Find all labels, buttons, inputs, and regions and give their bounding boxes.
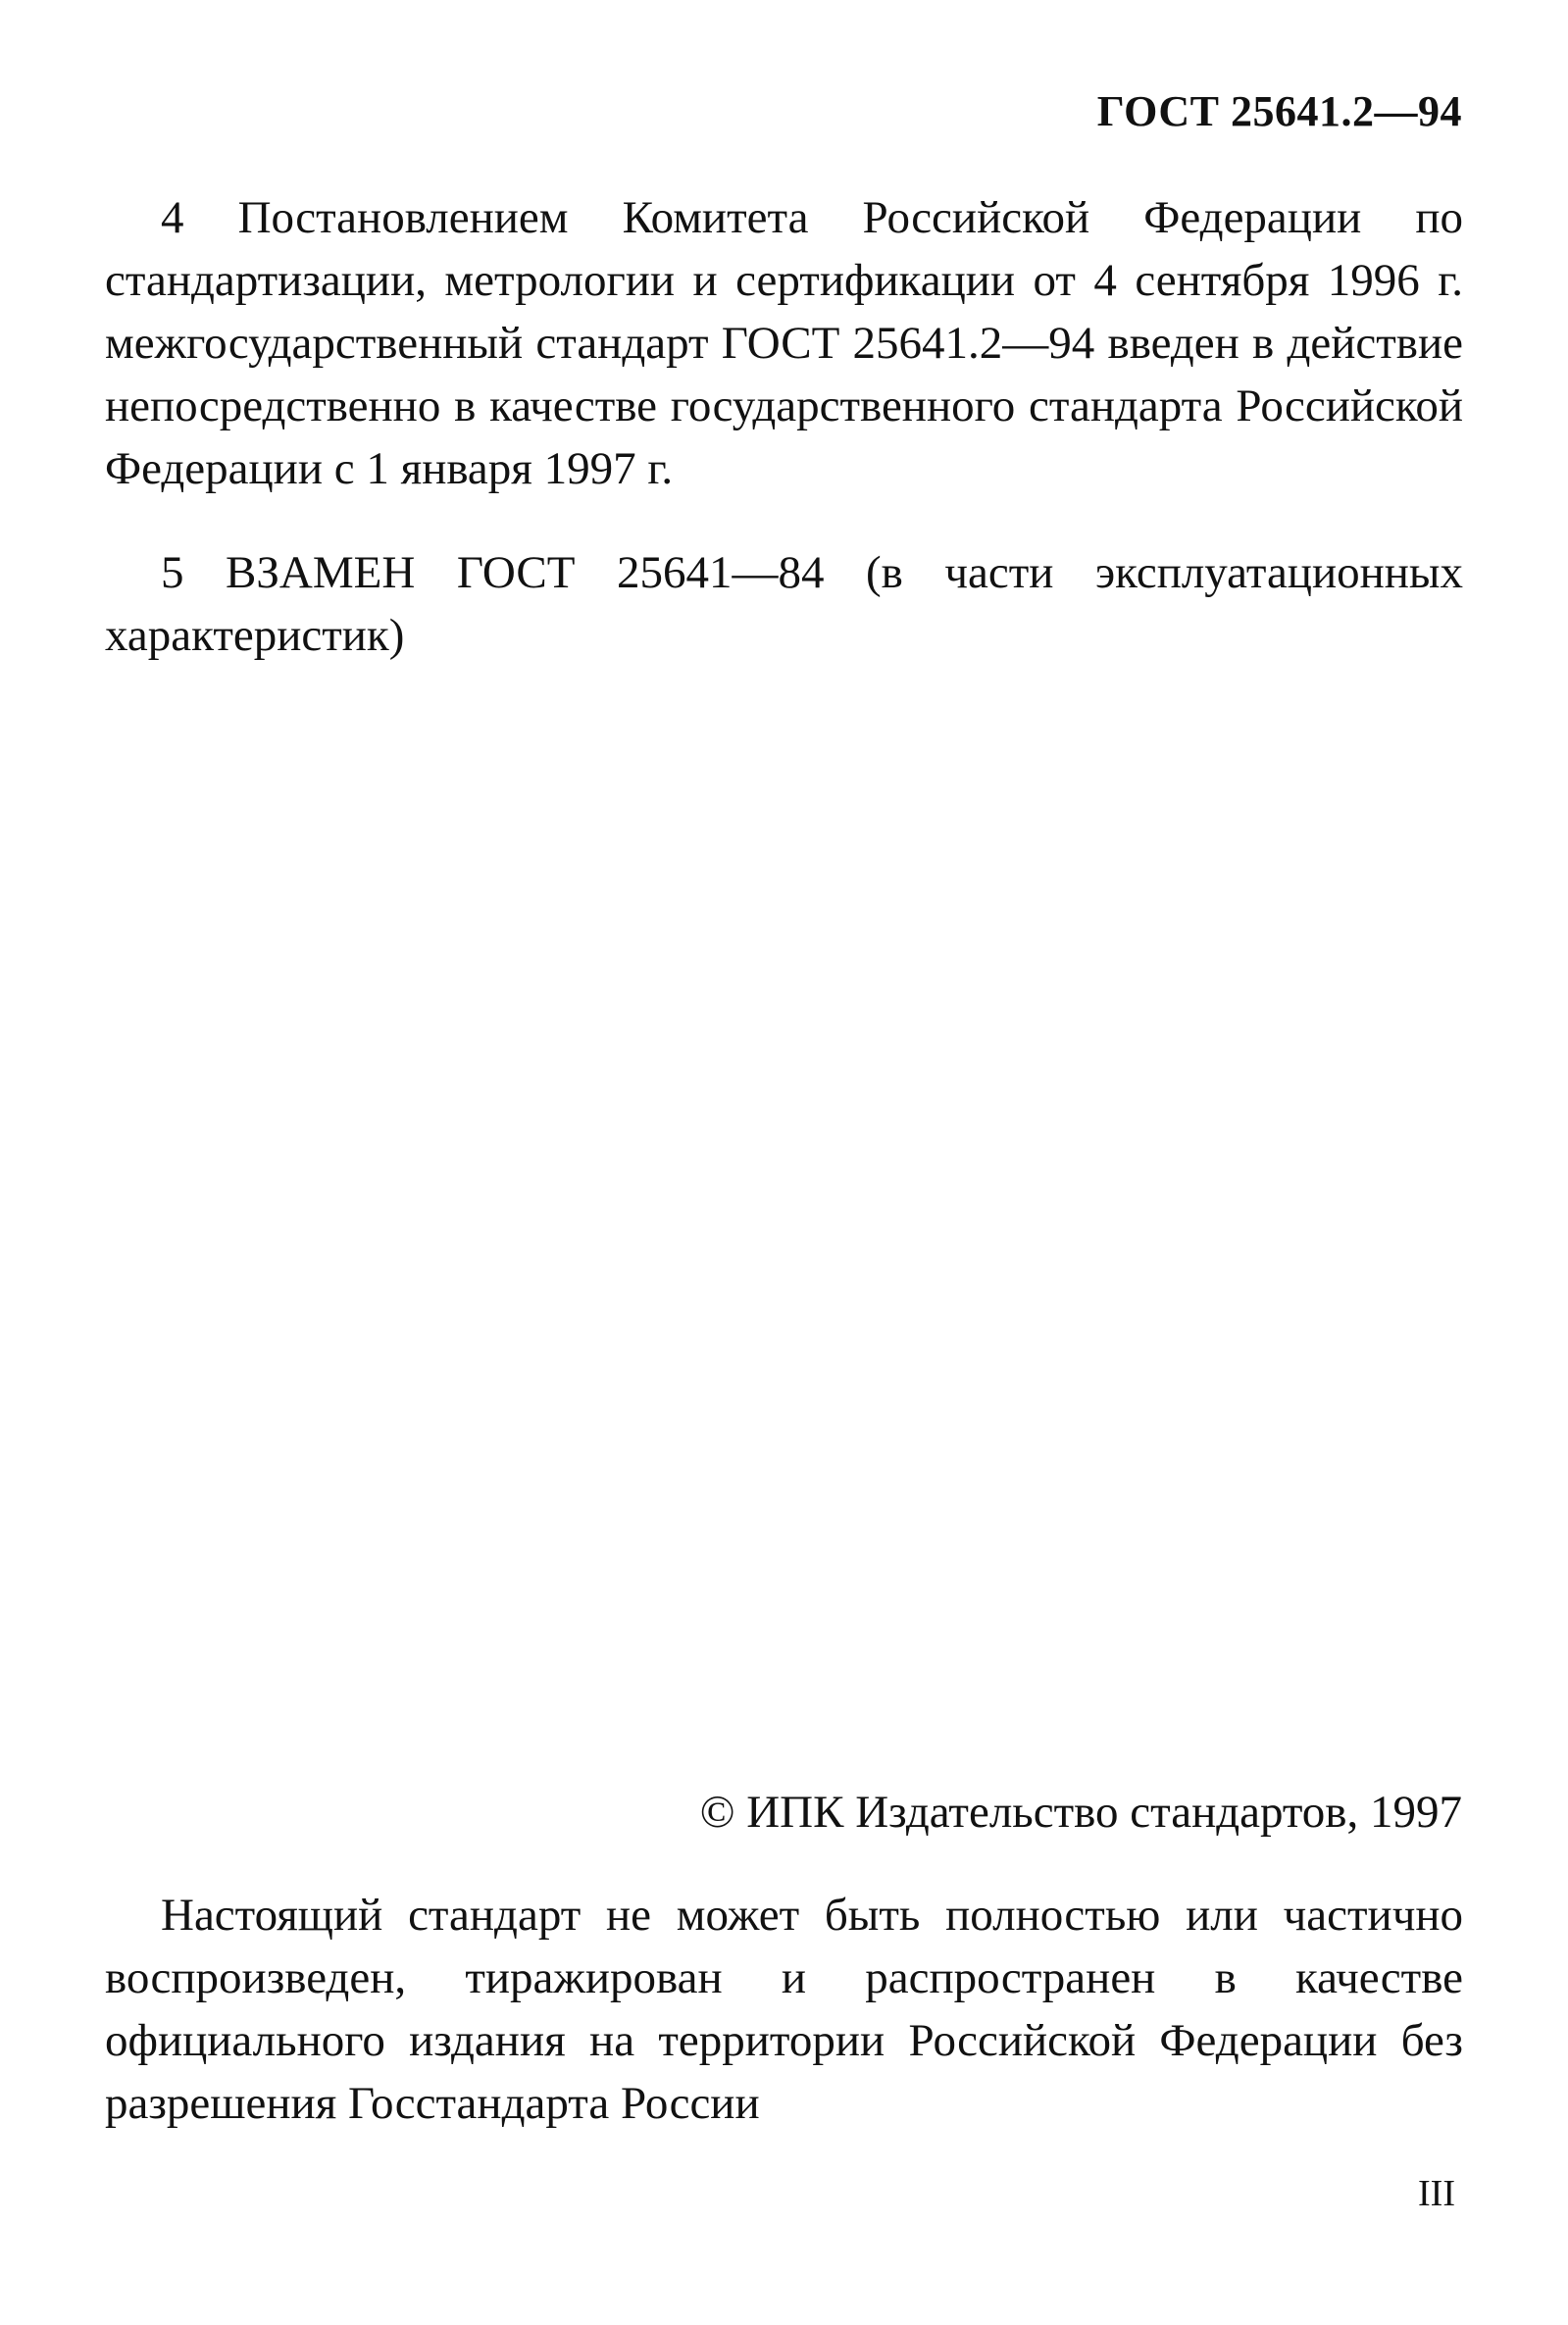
- page-number: III: [1418, 2173, 1455, 2214]
- document-code-header: ГОСТ 25641.2—94: [1096, 87, 1462, 135]
- reproduction-notice: Настоящий стандарт не может быть полностью или частично воспроизведен, тиражирован и распространен в качестве официального издания на территории Российской Федерации без разрешения Госстандарта России: [105, 1890, 1463, 2129]
- copyright-line: © ИПК Издательство стандартов, 1997: [699, 1787, 1462, 1838]
- paragraph-item-4: 4 Постановлением Комитета Российской Федерации по стандартизации, метрологии и сертификации от 4 сентября 1996 г. межгосударственный стандарт ГОСТ 25641.2—94 введен в действие непосредственно в качестве государственного стандарта Российской Федерации с 1 января 1997 г.: [105, 192, 1463, 494]
- paragraph-item-5: 5 ВЗАМЕН ГОСТ 25641—84 (в части эксплуатационных характеристик): [105, 547, 1463, 661]
